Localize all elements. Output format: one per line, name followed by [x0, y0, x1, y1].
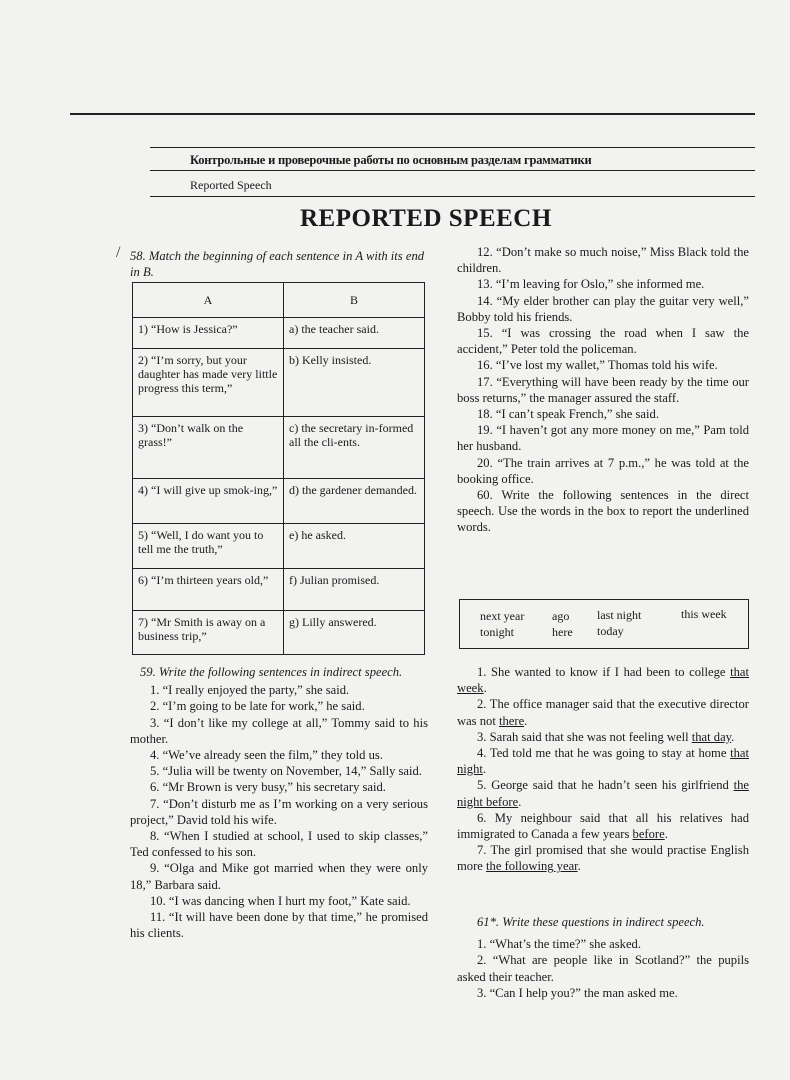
header-rule-bottom	[150, 196, 755, 197]
box-word: today	[597, 624, 624, 638]
row-a: 7) “Mr Smith is away on a business trip,”	[133, 611, 284, 655]
list-item: 6. “Mr Brown is very busy,” his secretary said.	[150, 780, 386, 795]
row-a: 6) “I’m thirteen years old,”	[133, 569, 284, 611]
table-row	[133, 417, 425, 479]
list-item: 5. George said that he hadn’t seen his girlfriend the night before.	[457, 778, 749, 809]
row-b: a) the teacher said.	[284, 318, 425, 349]
list-item: 3. “I don’t like my college at all,” Tommy said to his mother.	[130, 715, 428, 746]
ex60-items	[457, 664, 749, 875]
list-item: 19. “I haven’t got any more money on me,” Pam told her husband.	[457, 423, 749, 454]
table-row	[133, 611, 425, 655]
table-row	[133, 569, 425, 611]
row-b: c) the secretary in-formed all the cli-ents.	[284, 417, 425, 479]
list-item: 3. Sarah said that she was not feeling well that day.	[477, 729, 735, 744]
list-item: 2. The office manager said that the executive director was not there.	[457, 697, 749, 728]
list-item: 20. “The train arrives at 7 p.m.,” he was told at the booking office.	[457, 455, 749, 486]
word-box	[459, 599, 749, 649]
list-item: 6. My neighbour said that all his relatives had immigrated to Canada a few years before.	[457, 810, 749, 842]
match-table	[132, 282, 425, 655]
ex61-instruction: 61*. Write these questions in indirect speech.	[477, 915, 705, 929]
list-item: 15. “I was crossing the road when I saw the accident,” Peter told the policeman.	[457, 326, 749, 357]
table-row	[133, 524, 425, 569]
list-item: 1. “I really enjoyed the party,” she said.	[150, 683, 350, 698]
box-word: this week	[681, 607, 727, 621]
list-item: 12. “Don’t make so much noise,” Miss Black told the children.	[457, 245, 749, 276]
row-a: 2) “I’m sorry, but your daughter has made very little progress this term,”	[133, 349, 284, 417]
header-rule-top	[70, 113, 755, 115]
list-item: 4. “We’ve already seen the film,” they told us.	[150, 748, 383, 763]
list-item: 8. “When I studied at school, I used to skip classes,” Ted confessed to his son.	[130, 829, 428, 860]
list-item: 17. “Everything will have been ready by the time our boss returns,” the manager assured the staff.	[457, 374, 749, 405]
list-item: 4. Ted told me that he was going to stay at home that night.	[457, 746, 749, 777]
list-item: 1. “What’s the time?” she asked.	[477, 937, 642, 952]
list-item: 5. “Julia will be twenty on November, 14,” Sally said.	[150, 764, 422, 779]
col-a-header: A	[133, 283, 284, 318]
header-rule-mid	[150, 147, 755, 148]
slash-mark: /	[116, 244, 121, 261]
page-title: REPORTED SPEECH	[300, 205, 552, 232]
list-item: 3. “Can I help you?” the man asked me.	[477, 985, 678, 1000]
book-title: Контрольные и проверочные работы по основным разделам грамматики	[190, 153, 592, 167]
table-row	[133, 479, 425, 524]
list-item: 9. “Olga and Mike got married when they were only 18,” Barbara said.	[130, 861, 428, 892]
box-word: tonight	[480, 625, 515, 639]
section-name: Reported Speech	[190, 178, 272, 192]
list-item: 14. “My elder brother can play the guitar very well,” Bobby told his friends.	[457, 293, 749, 324]
list-item: 11. “It will have been done by that time,” he promised his clients.	[130, 910, 428, 941]
box-word: ago	[552, 609, 570, 623]
row-a: 3) “Don’t walk on the grass!”	[133, 417, 284, 479]
table-row	[133, 318, 425, 349]
row-b: e) he asked.	[284, 524, 425, 569]
box-word: here	[552, 625, 573, 639]
ex59-instruction: 59. Write the following sentences in indirect speech.	[140, 665, 403, 679]
row-b: g) Lilly answered.	[284, 611, 425, 655]
list-item: 7. The girl promised that she would practise English more the following year.	[457, 843, 749, 874]
ex60-instruction: 60. Write the following sentences in the direct speech. Use the words in the box to report the underlined words.	[457, 488, 749, 535]
list-item: 10. “I was dancing when I hurt my foot,” Kate said.	[150, 893, 411, 908]
list-item: 2. “I’m going to be late for work,” he said.	[150, 699, 365, 714]
list-item: 16. “I’ve lost my wallet,” Thomas told his wife.	[477, 358, 718, 373]
list-item: 13. “I’m leaving for Oslo,” she informed me.	[477, 277, 705, 292]
list-item: 2. “What are people like in Scotland?” the pupils asked their teacher.	[457, 953, 749, 984]
header-rule-low	[150, 170, 755, 171]
col-b-header: B	[284, 283, 425, 318]
ex61	[457, 914, 749, 1001]
row-a: 5) “Well, I do want you to tell me the truth,”	[133, 524, 284, 569]
row-b: f) Julian promised.	[284, 569, 425, 611]
box-word: next year	[480, 609, 525, 623]
ex58-instruction: 58. Match the beginning of each sentence in A with its end in B.	[130, 249, 425, 280]
list-item: 18. “I can’t speak French,” she said.	[477, 407, 659, 422]
row-b: d) the gardener demanded.	[284, 479, 425, 524]
row-b: b) Kelly insisted.	[284, 349, 425, 417]
box-word: last night	[597, 608, 642, 622]
table-row	[133, 349, 425, 417]
ex59	[130, 664, 428, 941]
ex59-continued	[457, 244, 749, 536]
list-item: 7. “Don’t disturb me as I’m working on a very serious project,” David told his wife.	[130, 796, 428, 827]
list-item: 1. She wanted to know if I had been to college that week.	[457, 665, 749, 696]
row-a: 1) “How is Jessica?”	[133, 318, 284, 349]
row-a: 4) “I will give up smok-ing,”	[133, 479, 284, 524]
